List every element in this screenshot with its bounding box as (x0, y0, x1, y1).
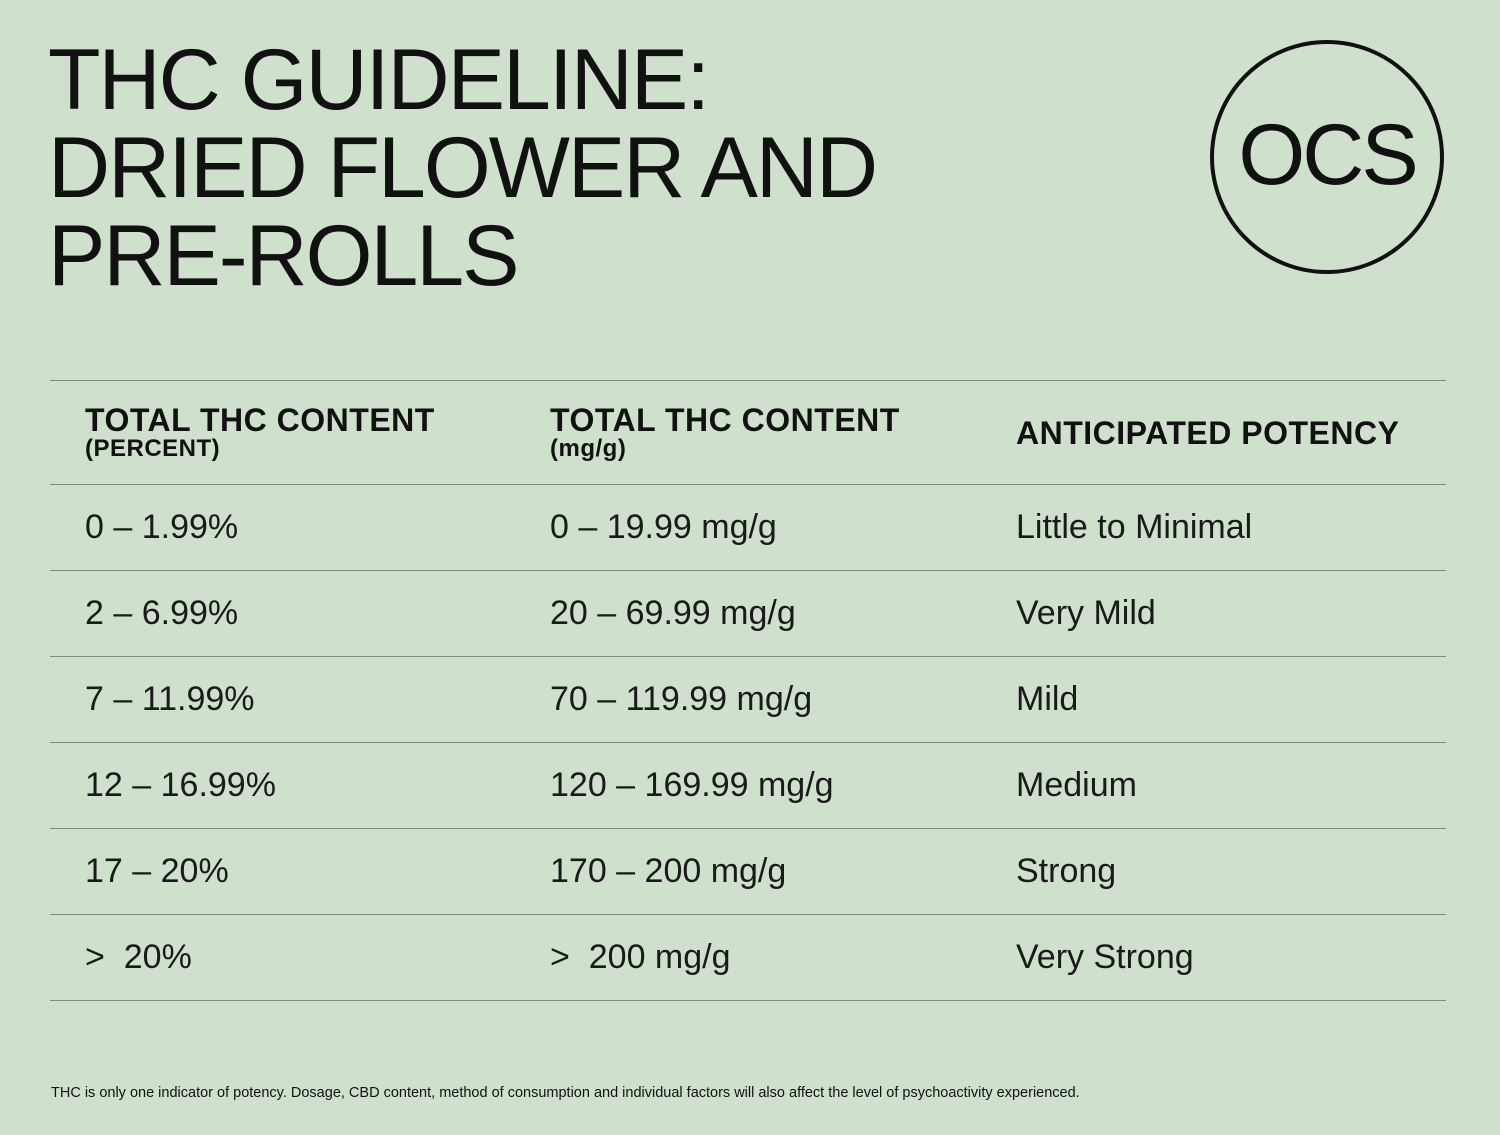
page-title (48, 32, 877, 304)
header-potency (1016, 414, 1446, 451)
title-line-2: DRIED FLOWER AND (48, 120, 877, 216)
header-potency-title: ANTICIPATED POTENCY (1016, 414, 1400, 451)
cell-percent: 2 – 6.99% (85, 594, 239, 632)
table-row (50, 571, 1446, 657)
header-mg-unit: (mg/g) (550, 434, 627, 462)
header-percent (50, 401, 550, 462)
cell-percent: 7 – 11.99% (85, 680, 255, 718)
title-line-3: PRE-ROLLS (48, 208, 518, 304)
cell-percent: 0 – 1.99% (85, 508, 239, 546)
cell-percent: 12 – 16.99% (85, 766, 276, 804)
cell-potency: Strong (1016, 852, 1117, 890)
table-row (50, 657, 1446, 743)
table-row (50, 485, 1446, 571)
logo-text: OCS (1238, 107, 1416, 203)
table-row (50, 915, 1446, 1001)
header-mg (550, 401, 1016, 462)
cell-potency: Very Mild (1016, 594, 1156, 632)
ocs-logo (1210, 40, 1444, 274)
table-header-row (50, 381, 1446, 485)
cell-mg: > 200 mg/g (550, 938, 731, 976)
table-row (50, 743, 1446, 829)
header-percent-title: TOTAL THC CONTENT (85, 401, 435, 438)
cell-mg: 170 – 200 mg/g (550, 852, 787, 890)
cell-mg: 20 – 69.99 mg/g (550, 594, 796, 632)
cell-potency: Little to Minimal (1016, 508, 1253, 546)
cell-percent: 17 – 20% (85, 852, 229, 890)
cell-mg: 120 – 169.99 mg/g (550, 766, 834, 804)
cell-percent: > 20% (85, 938, 192, 976)
cell-potency: Medium (1016, 766, 1137, 804)
thc-table (50, 380, 1446, 1001)
cell-mg: 70 – 119.99 mg/g (550, 680, 813, 718)
title-line-1: THC GUIDELINE: (48, 32, 709, 128)
footnote: THC is only one indicator of potency. Dosage, CBD content, method of consumption and individual factors will also affect the level of psychoactivity experienced. (51, 1085, 1080, 1101)
cell-potency: Very Strong (1016, 938, 1194, 976)
table-row (50, 829, 1446, 915)
header-percent-unit: (PERCENT) (85, 434, 221, 462)
cell-mg: 0 – 19.99 mg/g (550, 508, 777, 546)
cell-potency: Mild (1016, 680, 1079, 718)
header-mg-title: TOTAL THC CONTENT (550, 401, 900, 438)
